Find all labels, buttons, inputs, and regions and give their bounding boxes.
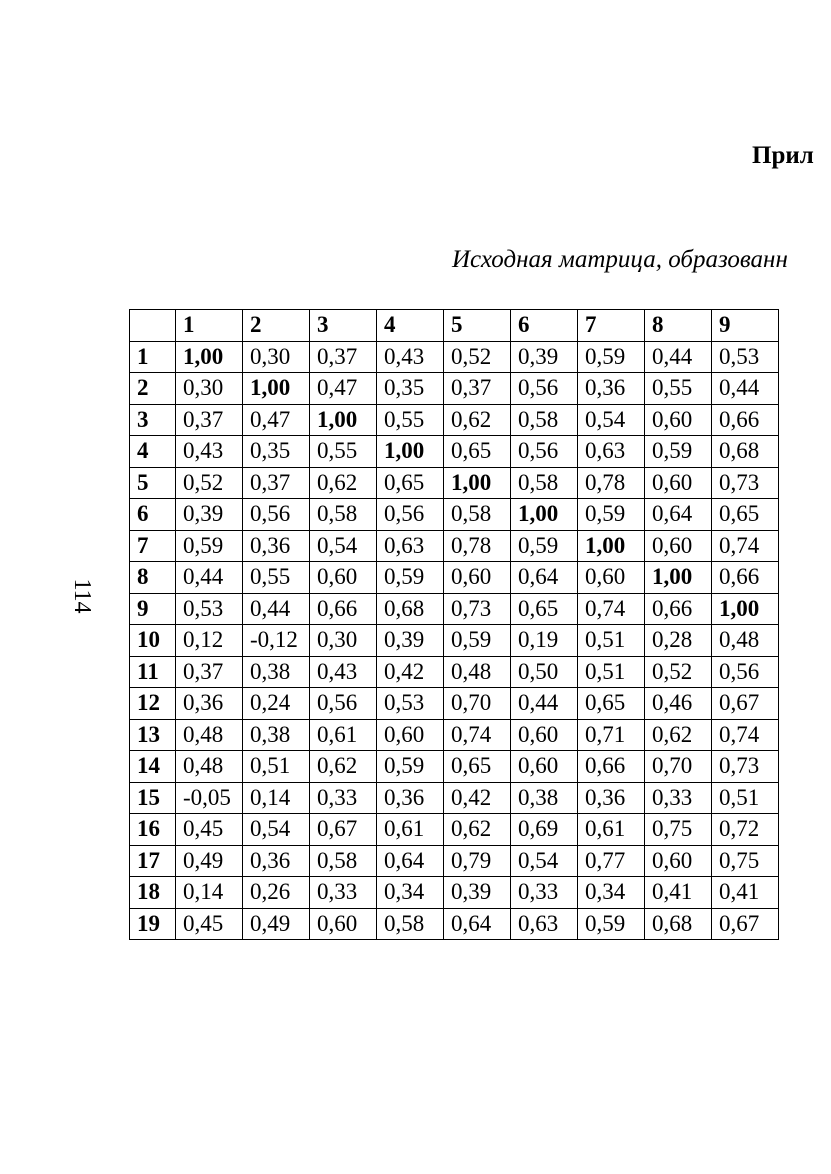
table-cell: 0,43 — [377, 341, 444, 373]
table-cell: 0,55 — [243, 562, 310, 594]
table-cell: 0,50 — [511, 656, 578, 688]
diagonal-cell: 1,00 — [176, 341, 243, 373]
table-cell: 0,33 — [511, 877, 578, 909]
table-cell: 0,43 — [176, 436, 243, 468]
column-header: 5 — [444, 310, 511, 342]
table-cell: 0,39 — [176, 499, 243, 531]
table-cell: 0,54 — [578, 404, 645, 436]
column-header: 3 — [310, 310, 377, 342]
matrix-body — [130, 310, 779, 940]
table-cell: 0,39 — [444, 877, 511, 909]
table-cell: 0,60 — [310, 908, 377, 940]
table-cell: 0,44 — [712, 373, 779, 405]
table-row — [130, 499, 779, 531]
table-cell: 0,77 — [578, 845, 645, 877]
table-row — [130, 688, 779, 720]
table-cell: 0,46 — [645, 688, 712, 720]
table-cell: 0,61 — [377, 814, 444, 846]
table-cell: 0,59 — [176, 530, 243, 562]
table-cell: 0,44 — [645, 341, 712, 373]
correlation-matrix-table — [129, 309, 779, 940]
table-cell: 0,56 — [310, 688, 377, 720]
column-header: 9 — [712, 310, 779, 342]
table-cell: 0,65 — [712, 499, 779, 531]
table-cell: 0,56 — [511, 436, 578, 468]
table-cell: 0,38 — [511, 782, 578, 814]
table-row — [130, 593, 779, 625]
table-cell: 0,36 — [176, 688, 243, 720]
table-cell: 0,59 — [578, 908, 645, 940]
column-header: 4 — [377, 310, 444, 342]
table-cell: 0,48 — [176, 719, 243, 751]
row-header: 2 — [130, 373, 176, 405]
row-header: 9 — [130, 593, 176, 625]
table-cell: 0,64 — [444, 908, 511, 940]
table-row — [130, 373, 779, 405]
table-cell: 0,24 — [243, 688, 310, 720]
table-row — [130, 341, 779, 373]
table-cell: 0,51 — [578, 625, 645, 657]
table-cell: 0,37 — [176, 656, 243, 688]
table-cell: 0,62 — [444, 814, 511, 846]
table-row — [130, 467, 779, 499]
table-cell: 0,56 — [377, 499, 444, 531]
table-cell: 0,59 — [578, 341, 645, 373]
table-cell: 0,60 — [645, 845, 712, 877]
table-cell: 0,54 — [310, 530, 377, 562]
table-cell: 0,70 — [645, 751, 712, 783]
table-cell: 0,37 — [176, 404, 243, 436]
table-row — [130, 719, 779, 751]
column-header: 7 — [578, 310, 645, 342]
column-header: 6 — [511, 310, 578, 342]
table-cell: 0,78 — [444, 530, 511, 562]
table-cell: 0,62 — [645, 719, 712, 751]
table-cell: 0,52 — [176, 467, 243, 499]
table-cell: 0,74 — [444, 719, 511, 751]
table-cell: 0,60 — [444, 562, 511, 594]
table-cell: 0,38 — [243, 656, 310, 688]
diagonal-cell: 1,00 — [645, 562, 712, 594]
table-cell: 0,63 — [377, 530, 444, 562]
table-cell: 0,54 — [243, 814, 310, 846]
table-cell: 0,60 — [645, 467, 712, 499]
table-cell: 0,59 — [645, 436, 712, 468]
table-cell: 0,65 — [578, 688, 645, 720]
table-cell: 0,45 — [176, 814, 243, 846]
row-header: 1 — [130, 341, 176, 373]
diagonal-cell: 1,00 — [578, 530, 645, 562]
table-cell: 0,65 — [444, 751, 511, 783]
column-header: 2 — [243, 310, 310, 342]
row-header: 5 — [130, 467, 176, 499]
table-cell: 0,28 — [645, 625, 712, 657]
table-cell: 0,60 — [645, 404, 712, 436]
table-cell: 0,59 — [578, 499, 645, 531]
diagonal-cell: 1,00 — [377, 436, 444, 468]
table-cell: 0,78 — [578, 467, 645, 499]
table-cell: 0,55 — [310, 436, 377, 468]
table-cell: 0,48 — [444, 656, 511, 688]
row-header: 16 — [130, 814, 176, 846]
table-cell: 0,56 — [511, 373, 578, 405]
table-cell: 0,59 — [377, 751, 444, 783]
table-cell: 0,73 — [712, 751, 779, 783]
table-cell: 0,58 — [511, 467, 578, 499]
table-cell: 0,36 — [578, 373, 645, 405]
table-cell: 0,66 — [310, 593, 377, 625]
diagonal-cell: 1,00 — [444, 467, 511, 499]
table-cell: 0,60 — [578, 562, 645, 594]
table-cell: 0,14 — [176, 877, 243, 909]
table-row — [130, 625, 779, 657]
table-cell: 0,30 — [176, 373, 243, 405]
column-header: 8 — [645, 310, 712, 342]
table-row — [130, 908, 779, 940]
table-cell: 0,47 — [243, 404, 310, 436]
diagonal-cell: 1,00 — [712, 593, 779, 625]
table-cell: 0,30 — [310, 625, 377, 657]
table-cell: 0,65 — [444, 436, 511, 468]
table-cell: 0,36 — [578, 782, 645, 814]
table-cell: 0,71 — [578, 719, 645, 751]
table-cell: 0,79 — [444, 845, 511, 877]
table-cell: 0,66 — [712, 562, 779, 594]
table-cell: 0,36 — [243, 845, 310, 877]
row-header: 12 — [130, 688, 176, 720]
table-cell: 0,55 — [645, 373, 712, 405]
diagonal-cell: 1,00 — [310, 404, 377, 436]
table-cell: -0,05 — [176, 782, 243, 814]
header-row — [130, 310, 779, 342]
table-cell: 0,37 — [243, 467, 310, 499]
table-cell: 0,67 — [712, 688, 779, 720]
table-cell: 0,39 — [511, 341, 578, 373]
table-cell: 0,30 — [243, 341, 310, 373]
table-cell: 0,66 — [578, 751, 645, 783]
table-cell: 0,44 — [176, 562, 243, 594]
table-row — [130, 814, 779, 846]
table-row — [130, 404, 779, 436]
table-row — [130, 877, 779, 909]
table-cell: 0,42 — [377, 656, 444, 688]
table-cell: 0,58 — [444, 499, 511, 531]
table-cell: 0,58 — [377, 908, 444, 940]
table-cell: 0,34 — [578, 877, 645, 909]
row-header: 6 — [130, 499, 176, 531]
row-header: 8 — [130, 562, 176, 594]
row-header: 3 — [130, 404, 176, 436]
table-cell: 0,66 — [645, 593, 712, 625]
table-cell: 0,49 — [176, 845, 243, 877]
table-cell: 0,63 — [578, 436, 645, 468]
table-cell: 0,75 — [712, 845, 779, 877]
row-header: 14 — [130, 751, 176, 783]
table-cell: 0,74 — [712, 719, 779, 751]
table-cell: 0,51 — [712, 782, 779, 814]
appendix-heading: Прил — [752, 142, 814, 169]
table-cell: 0,58 — [310, 499, 377, 531]
table-cell: 0,36 — [243, 530, 310, 562]
table-cell: 0,43 — [310, 656, 377, 688]
table-cell: 0,56 — [712, 656, 779, 688]
table-cell: 0,68 — [377, 593, 444, 625]
table-cell: 0,52 — [444, 341, 511, 373]
row-header: 18 — [130, 877, 176, 909]
table-cell: 0,61 — [310, 719, 377, 751]
table-cell: 0,63 — [511, 908, 578, 940]
table-cell: 0,49 — [243, 908, 310, 940]
table-cell: 0,33 — [645, 782, 712, 814]
table-cell: 0,34 — [377, 877, 444, 909]
table-cell: 0,55 — [377, 404, 444, 436]
table-cell: 0,52 — [645, 656, 712, 688]
table-cell: 0,69 — [511, 814, 578, 846]
table-cell: 0,59 — [511, 530, 578, 562]
table-cell: 0,59 — [444, 625, 511, 657]
table-cell: 0,41 — [712, 877, 779, 909]
table-cell: 0,62 — [310, 751, 377, 783]
table-cell: 0,66 — [712, 404, 779, 436]
table-cell: 0,68 — [712, 436, 779, 468]
table-cell: 0,75 — [645, 814, 712, 846]
row-header: 7 — [130, 530, 176, 562]
table-cell: 0,33 — [310, 877, 377, 909]
table-cell: 0,65 — [377, 467, 444, 499]
table-cell: 0,26 — [243, 877, 310, 909]
row-header: 11 — [130, 656, 176, 688]
diagonal-cell: 1,00 — [511, 499, 578, 531]
table-cell: 0,47 — [310, 373, 377, 405]
table-cell: 0,56 — [243, 499, 310, 531]
table-cell: 0,45 — [176, 908, 243, 940]
table-cell: 0,73 — [444, 593, 511, 625]
table-cell: 0,44 — [511, 688, 578, 720]
table-cell: 0,74 — [578, 593, 645, 625]
table-cell: 0,33 — [310, 782, 377, 814]
table-cell: 0,58 — [310, 845, 377, 877]
table-cell: 0,65 — [511, 593, 578, 625]
table-row — [130, 751, 779, 783]
table-cell: 0,51 — [243, 751, 310, 783]
row-header: 19 — [130, 908, 176, 940]
table-cell: 0,53 — [377, 688, 444, 720]
table-cell: 0,42 — [444, 782, 511, 814]
table-row — [130, 656, 779, 688]
table-cell: 0,54 — [511, 845, 578, 877]
table-cell: 0,67 — [310, 814, 377, 846]
table-cell: 0,53 — [176, 593, 243, 625]
table-cell: 0,48 — [176, 751, 243, 783]
table-cell: 0,61 — [578, 814, 645, 846]
table-cell: 0,14 — [243, 782, 310, 814]
row-header: 13 — [130, 719, 176, 751]
table-cell: 0,70 — [444, 688, 511, 720]
table-cell: 0,37 — [310, 341, 377, 373]
table-cell: 0,53 — [712, 341, 779, 373]
table-cell: 0,60 — [645, 530, 712, 562]
table-cell: -0,12 — [243, 625, 310, 657]
table-cell: 0,12 — [176, 625, 243, 657]
row-header: 4 — [130, 436, 176, 468]
table-cell: 0,39 — [377, 625, 444, 657]
table-cell: 0,74 — [712, 530, 779, 562]
table-cell: 0,44 — [243, 593, 310, 625]
table-cell: 0,36 — [377, 782, 444, 814]
table-cell: 0,62 — [444, 404, 511, 436]
table-cell: 0,51 — [578, 656, 645, 688]
table-cell: 0,60 — [511, 719, 578, 751]
table-cell: 0,38 — [243, 719, 310, 751]
table-cell: 0,60 — [511, 751, 578, 783]
table-row — [130, 782, 779, 814]
table-cell: 0,64 — [511, 562, 578, 594]
table-cell: 0,73 — [712, 467, 779, 499]
table-cell: 0,35 — [377, 373, 444, 405]
table-cell: 0,19 — [511, 625, 578, 657]
table-cell: 0,72 — [712, 814, 779, 846]
table-cell: 0,58 — [511, 404, 578, 436]
table-cell: 0,67 — [712, 908, 779, 940]
table-cell: 0,60 — [377, 719, 444, 751]
table-cell: 0,41 — [645, 877, 712, 909]
row-header: 10 — [130, 625, 176, 657]
table-row — [130, 530, 779, 562]
table-row — [130, 562, 779, 594]
table-cell: 0,59 — [377, 562, 444, 594]
table-row — [130, 845, 779, 877]
row-header: 17 — [130, 845, 176, 877]
corner-cell — [130, 310, 176, 342]
table-cell: 0,64 — [645, 499, 712, 531]
page-number: 114 — [69, 578, 95, 614]
table-cell: 0,64 — [377, 845, 444, 877]
table-row — [130, 436, 779, 468]
diagonal-cell: 1,00 — [243, 373, 310, 405]
table-cell: 0,37 — [444, 373, 511, 405]
table-cell: 0,35 — [243, 436, 310, 468]
table-cell: 0,68 — [645, 908, 712, 940]
column-header: 1 — [176, 310, 243, 342]
table-cell: 0,60 — [310, 562, 377, 594]
row-header: 15 — [130, 782, 176, 814]
table-caption: Исходная матрица, образованн — [452, 246, 788, 273]
table-cell: 0,48 — [712, 625, 779, 657]
table-cell: 0,62 — [310, 467, 377, 499]
